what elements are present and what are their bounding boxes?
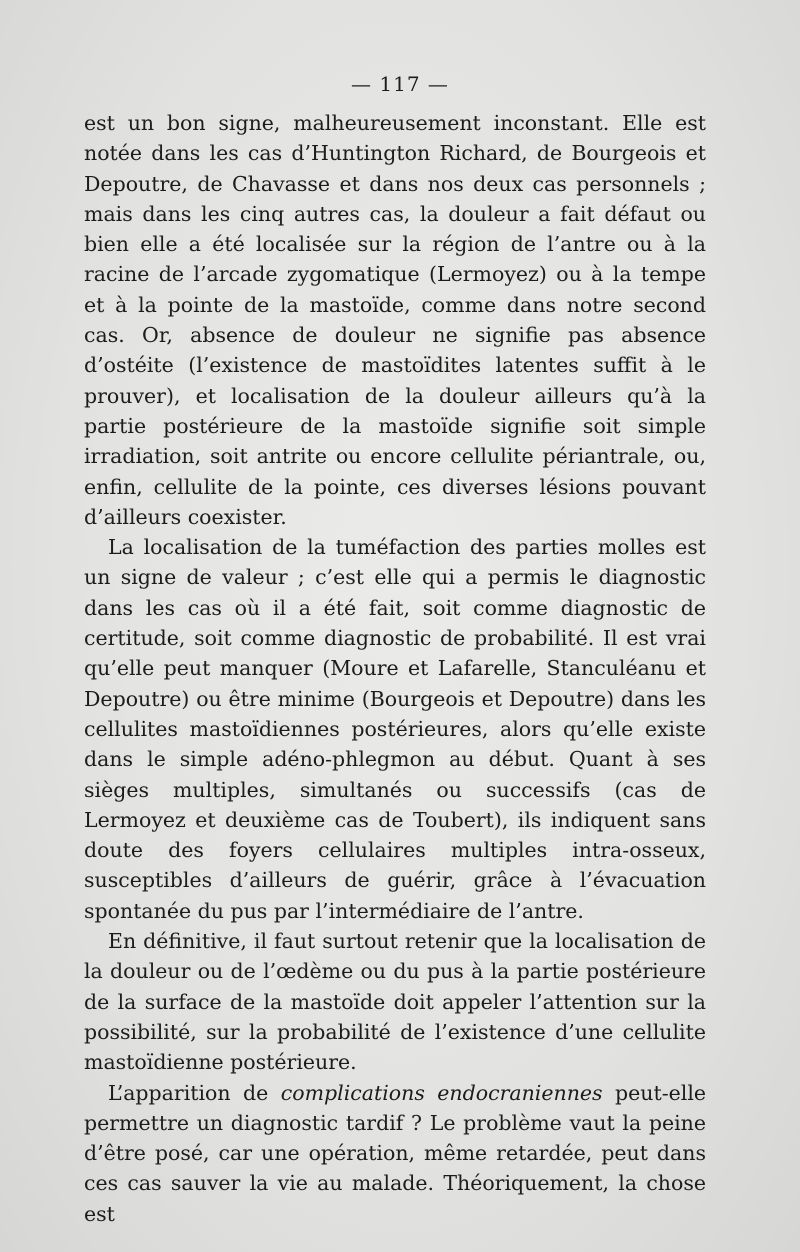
paragraph-1: est un bon signe, malheureusement inconstant. Elle est notée dans les cas d’Huntington Richard, de Bourgeois et Depoutre, de Chavasse et dans nos deux cas personnels ; mais dans les cinq autres cas, la douleur a fait défaut ou bien elle a été localisée sur la région de l’antre ou à la racine de l’arcade zygomatique (Lermoyez) ou à la tempe et à la pointe de la mastoïde, comme dans notre second cas. Or, absence de douleur ne signifie pas absence d’ostéite (l’existence de mastoïdites latentes suffit à le prouver), et localisation de la douleur ailleurs qu’à la partie postérieure de la mastoïde signifie soit simple irradiation, soit antrite ou encore cellulite périantrale, ou, enfin, cellulite de la pointe, ces diverses lésions pouvant d’ailleurs coexister. (84, 111, 706, 529)
paragraph-3: En définitive, il faut surtout retenir que la localisation de la douleur ou de l’œdème ou du pus à la partie postérieure de la surface de la mastoïde doit appeler l’attention sur la possibilité, sur la probabilité de l’existence d’une cellulite mastoïdienne postérieure. (84, 929, 706, 1075)
italic-term: complications endocraniennes (280, 1080, 603, 1105)
body-text (84, 108, 706, 1229)
page-number: — 117 — (351, 72, 449, 96)
paragraph-4 (84, 1078, 706, 1229)
paragraph-2: La localisation de la tuméfaction des parties molles est un signe de valeur ; c’est elle qui a permis le diagnostic dans les cas où il a été fait, soit comme diagnostic de certitude, soit comme diagnostic de probabilité. Il est vrai qu’elle peut manquer (Moure et Lafarelle, Stanculéanu et Depoutre) ou être minime (Bourgeois et Depoutre) dans les cellulites mastoïdiennes postérieures, alors qu’elle existe dans le simple adéno-phlegmon au début. Quant à ses sièges multiples, simultanés ou successifs (cas de Lermoyez et deuxième cas de Toubert), ils indiquent sans doute des foyers cellulaires multiples intra-osseux, susceptibles d’ailleurs de guérir, grâce à l’évacuation spontanée du pus par l’intermédiaire de l’antre. (84, 535, 706, 923)
paragraph-4-start: L’apparition de (108, 1080, 281, 1105)
paragraph-4-end: peut-elle permettre un diagnostic tardif ? Le problème vaut la peine d’être posé, car une opération, même retardée, peut dans ces cas sauver la vie au malade. Théoriquement, la chose est (84, 1080, 707, 1226)
